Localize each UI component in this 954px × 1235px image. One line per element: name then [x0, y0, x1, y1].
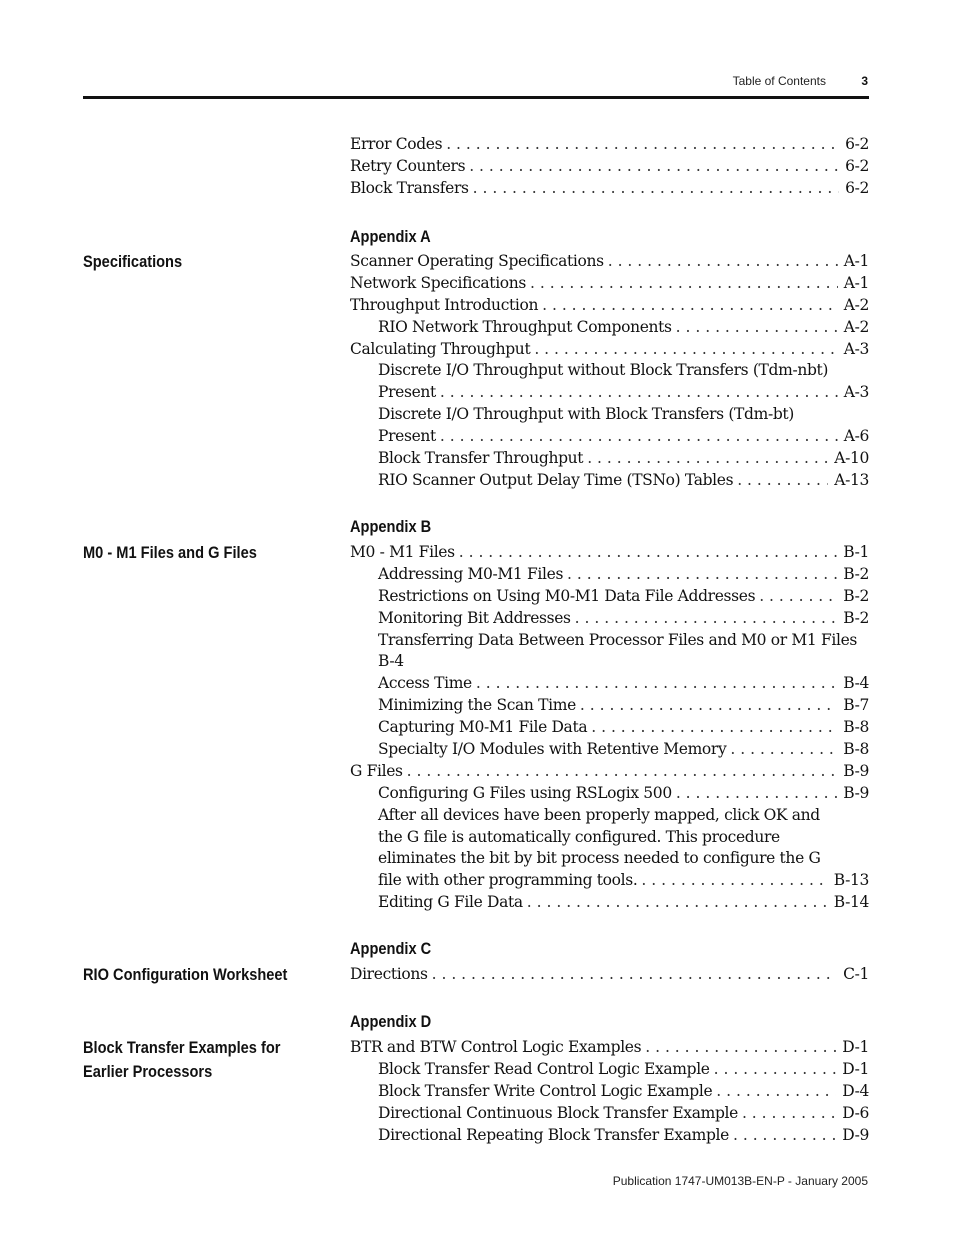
toc-subentry[interactable] — [350, 586, 869, 608]
toc-entry[interactable] — [350, 134, 869, 156]
toc-entry-page: B-8 — [843, 718, 869, 737]
toc-entry-title: Restrictions on Using M0-M1 Data File Addresses — [378, 586, 756, 605]
toc-entry-page: 6-2 — [845, 135, 869, 153]
toc-entry-title: Minimizing the Scan Time — [378, 696, 576, 715]
toc-entry-title: Access Time — [378, 674, 472, 693]
toc-subentry-text[interactable]: Discrete I/O Throughput without Block Transfers (Tdm-nbt) — [378, 361, 829, 380]
toc-entry-title: BTR and BTW Control Logic Examples — [350, 1038, 642, 1056]
toc-subentry[interactable] — [350, 673, 869, 695]
toc-entry-page: B-2 — [843, 586, 869, 605]
toc-subentry[interactable] — [350, 1103, 869, 1125]
toc-subentry[interactable] — [350, 448, 869, 470]
leader-dots — [676, 783, 837, 805]
toc-subentry[interactable] — [350, 608, 869, 630]
toc-entry[interactable] — [350, 1037, 869, 1059]
leader-dots — [608, 251, 838, 273]
toc-subentry[interactable] — [350, 1081, 869, 1103]
leader-dots — [580, 695, 837, 717]
toc-entry-title: Monitoring Bit Addresses — [378, 608, 571, 627]
toc-entry-page: B-9 — [843, 761, 869, 780]
leader-dots — [534, 339, 837, 361]
toc-entry-page: A-6 — [843, 427, 869, 446]
toc-entry-title: RIO Scanner Output Delay Time (TSNo) Tables — [378, 470, 734, 489]
toc-entry-page: 6-2 — [845, 178, 869, 197]
toc-entry[interactable] — [350, 156, 869, 178]
toc-entry-title: M0 - M1 Files — [350, 543, 455, 561]
toc-subentry[interactable] — [350, 783, 869, 805]
toc-appendix-d — [350, 1037, 869, 1146]
leader-dots — [714, 1059, 837, 1081]
toc-subentry-page-text: B-4 — [378, 652, 404, 671]
toc-subentry[interactable] — [350, 695, 869, 717]
toc-entry-title: Directional Continuous Block Transfer Example — [378, 1103, 738, 1122]
toc-entry-page: A-1 — [843, 273, 869, 292]
leader-dots — [527, 892, 828, 914]
toc-entry-page: D-9 — [842, 1125, 869, 1144]
toc-entry-page: D-4 — [842, 1081, 869, 1100]
leader-dots — [587, 448, 828, 470]
appendix-a-heading: Appendix A — [350, 227, 431, 246]
toc-subentry[interactable] — [350, 870, 869, 892]
toc-subentry-text[interactable]: After all devices have been properly mapped, click OK and — [378, 805, 820, 824]
toc-entry-title: Editing G File Data — [378, 893, 523, 912]
toc-entry-title: Block Transfer Read Control Logic Example — [378, 1059, 710, 1078]
toc-subentry-text[interactable]: Discrete I/O Throughput with Block Transfers (Tdm-bt) — [378, 405, 794, 424]
toc-entry-title: Directional Repeating Block Transfer Example — [378, 1125, 729, 1144]
leader-dots — [591, 717, 837, 739]
toc-entry-page: C-1 — [843, 965, 869, 983]
toc-entry[interactable] — [350, 178, 869, 200]
toc-entry-title: Retry Counters — [350, 156, 466, 175]
toc-entry-page: B-8 — [843, 740, 869, 759]
toc-entry-page: B-7 — [843, 696, 869, 715]
toc-subentry[interactable] — [350, 892, 869, 914]
appendix-d-title[interactable] — [83, 1036, 289, 1084]
leader-dots — [567, 564, 837, 586]
toc-entry-title: G Files — [350, 761, 403, 780]
leader-dots — [473, 178, 839, 200]
toc-subentry[interactable] — [350, 1059, 869, 1081]
toc-entry-title: Calculating Throughput — [350, 339, 531, 358]
toc-entry-title: Capturing M0-M1 File Data — [378, 718, 588, 737]
leader-dots — [676, 317, 838, 339]
toc-entry-title: Block Transfer Write Control Logic Example — [378, 1081, 713, 1100]
toc-entry-title: Error Codes — [350, 135, 443, 153]
toc-entry-title: Present — [378, 427, 436, 446]
leader-dots — [407, 761, 838, 783]
toc-subentry-text[interactable]: the G file is automatically configured. This procedure — [378, 827, 780, 846]
toc-entry-page: D-6 — [842, 1103, 869, 1122]
leader-dots — [440, 382, 838, 404]
toc-entry-title: Directions — [350, 965, 428, 983]
toc-entry-page: 6-2 — [845, 156, 869, 175]
page-number: 3 — [861, 74, 868, 88]
toc-entry[interactable] — [350, 273, 869, 295]
toc-entry-title: Configuring G Files using RSLogix 500 — [378, 783, 672, 802]
toc-entry-title: Block Transfer Throughput — [378, 449, 584, 468]
toc-entry[interactable] — [350, 251, 869, 273]
toc-entry-page: B-14 — [833, 893, 869, 912]
toc-subentry[interactable] — [350, 1125, 869, 1147]
toc-entry[interactable] — [350, 761, 869, 783]
toc-entry-title: Specialty I/O Modules with Retentive Memory — [378, 740, 727, 759]
leader-dots — [469, 156, 839, 178]
toc-entry-page: B-4 — [843, 674, 869, 693]
toc-subentry[interactable] — [350, 739, 869, 761]
leader-dots — [641, 870, 827, 892]
toc-entry[interactable] — [350, 542, 869, 564]
toc-entry-page: A-2 — [843, 317, 869, 336]
toc-entry-title: RIO Network Throughput Components — [378, 317, 672, 336]
toc-subentry[interactable] — [350, 382, 869, 404]
leader-dots — [716, 1081, 836, 1103]
toc-entry-page: B-2 — [843, 608, 869, 627]
leader-dots — [440, 426, 838, 448]
running-header-title: Table of Contents — [732, 74, 826, 88]
leader-dots — [737, 470, 828, 492]
appendix-c-heading: Appendix C — [350, 939, 432, 958]
toc-entry-page: A-1 — [843, 252, 869, 270]
appendix-c-title[interactable]: RIO Configuration Worksheet — [83, 965, 288, 984]
leader-dots — [759, 586, 837, 608]
toc-entry-page: A-3 — [843, 383, 869, 402]
appendix-b-heading: Appendix B — [350, 517, 432, 536]
appendix-b-title[interactable]: M0 - M1 Files and G Files — [83, 543, 257, 562]
leader-dots — [730, 739, 837, 761]
toc-subentry[interactable] — [350, 470, 869, 492]
toc-entry-page: B-1 — [843, 543, 869, 561]
leader-dots — [575, 608, 838, 630]
leader-dots — [645, 1037, 836, 1059]
leader-dots — [530, 273, 838, 295]
toc-entry-page: D-1 — [842, 1059, 869, 1078]
leader-dots — [542, 295, 838, 317]
toc-entry-page: B-9 — [843, 783, 869, 802]
toc-entry-title: Block Transfers — [350, 178, 469, 197]
toc-entry[interactable] — [350, 964, 869, 986]
appendix-a-title[interactable]: Specifications — [83, 252, 183, 271]
appendix-d-heading: Appendix D — [350, 1012, 432, 1031]
appendix-d-title-line1: Block Transfer Examples for — [83, 1038, 281, 1057]
leader-dots — [476, 673, 837, 695]
toc-subentry[interactable] — [350, 317, 869, 339]
toc-subentry[interactable] — [350, 717, 869, 739]
toc-entry-page: A-13 — [834, 470, 869, 489]
toc-subentry[interactable] — [350, 564, 869, 586]
leader-dots — [432, 964, 837, 986]
toc-entry-page: D-1 — [842, 1038, 869, 1056]
toc-appendix-a — [350, 251, 869, 492]
toc-subentry-text[interactable]: Transferring Data Between Processor Files and M0 or M1 Files — [378, 630, 858, 649]
toc-continued — [350, 134, 869, 200]
toc-entry-title: Throughput Introduction — [350, 295, 539, 314]
leader-dots — [742, 1103, 836, 1125]
toc-entry-title: Scanner Operating Specifications — [350, 252, 604, 270]
toc-entry-title: Present — [378, 383, 436, 402]
toc-entry-page: A-2 — [843, 295, 869, 314]
leader-dots — [446, 134, 839, 156]
leader-dots — [733, 1125, 836, 1147]
toc-entry-title: Network Specifications — [350, 273, 527, 292]
toc-subentry[interactable] — [350, 426, 869, 448]
appendix-d-title-line2: Earlier Processors — [83, 1062, 213, 1081]
leader-dots — [459, 542, 838, 564]
toc-appendix-b — [350, 542, 869, 914]
toc-entry-title: Addressing M0-M1 Files — [378, 564, 564, 583]
toc-entry-page: A-10 — [834, 449, 869, 468]
toc-subentry-text[interactable]: eliminates the bit by bit process needed to configure the G — [378, 849, 821, 868]
toc-entry-title: file with other programming tools. — [378, 871, 638, 890]
toc-entry-page: B-2 — [843, 564, 869, 583]
toc-entry[interactable] — [350, 295, 869, 317]
header-rule — [83, 96, 869, 99]
toc-entry[interactable] — [350, 339, 869, 361]
toc-entry-page: A-3 — [843, 339, 869, 358]
toc-entry-page: B-13 — [833, 871, 869, 890]
toc-appendix-c — [350, 964, 869, 986]
publication-footer: Publication 1747-UM013B-EN-P - January 2005 — [612, 1174, 868, 1188]
